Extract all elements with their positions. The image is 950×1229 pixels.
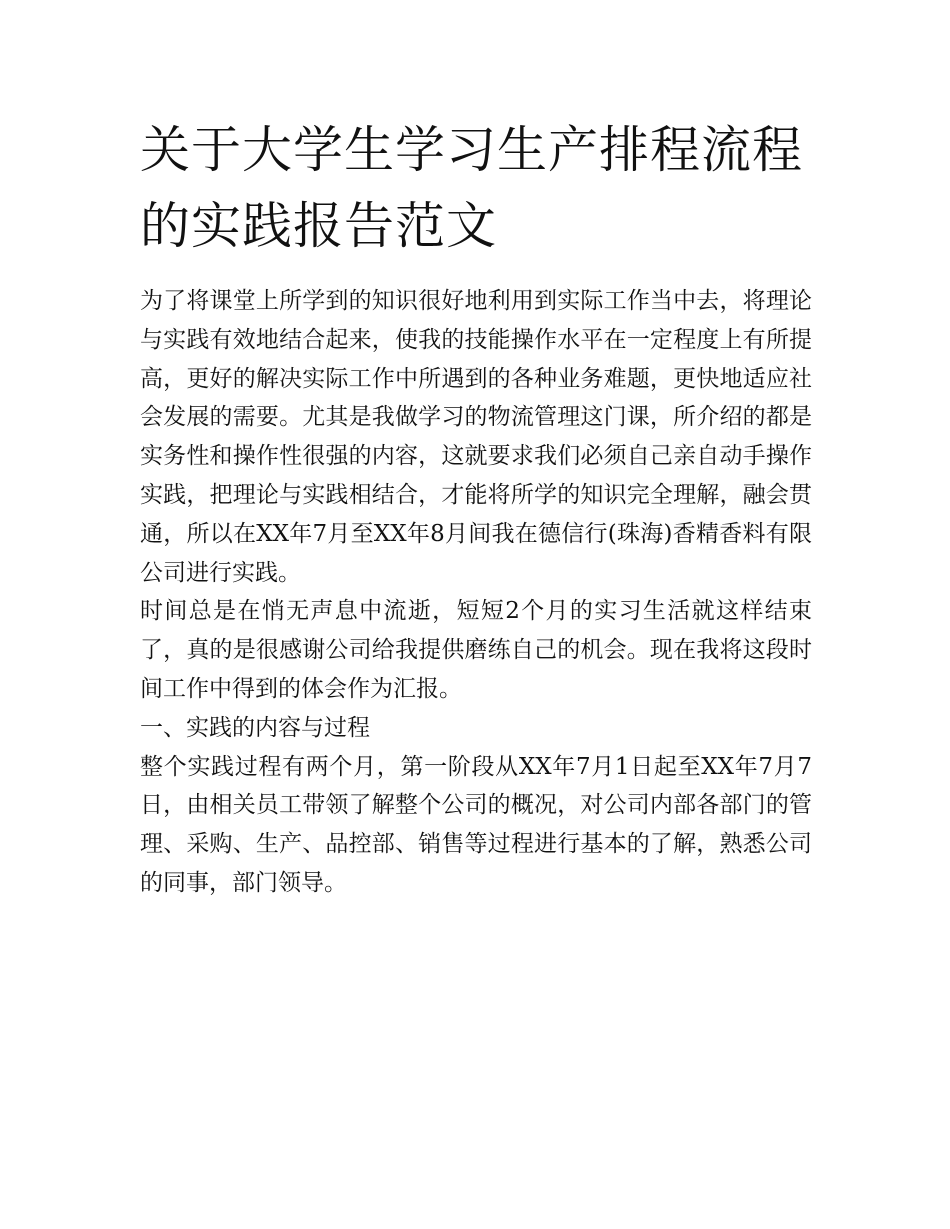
- paragraph-intro: 为了将课堂上所学到的知识很好地利用到实际工作当中去，将理论与实践有效地结合起来，使我的技能操作水平在一定程度上有所提高，更好的解决实际工作中所遇到的各种业务难题，更快地适应社会发展的需要。尤其是我做学习的物流管理这门课，所介绍的都是实务性和操作性很强的内容，这就要求我们必须自己亲自动手操作实践，把理论与实践相结合，才能将所学的知识完全理解，融会贯通，所以在XX年7月至XX年8月间我在德信行(珠海)香精香料有限公司进行实践。: [140, 288, 812, 586]
- document-title: 关于大学生学习生产排程流程的实践报告范文: [140, 121, 803, 255]
- document-body: [140, 282, 812, 903]
- paragraph-process: 整个实践过程有两个月，第一阶段从XX年7月1日起至XX年7月7日，由相关员工带领了解整个公司的概况，对公司内部各部门的管理、采购、生产、品控部、销售等过程进行基本的了解，熟悉公司的同事，部门领导。: [140, 753, 812, 896]
- section-heading: 一、实践的内容与过程: [140, 714, 370, 741]
- paragraph-summary: 时间总是在悄无声息中流逝，短短2个月的实习生活就这样结束了，真的是很感谢公司给我提供磨练自己的机会。现在我将这段时间工作中得到的体会作为汇报。: [140, 598, 812, 702]
